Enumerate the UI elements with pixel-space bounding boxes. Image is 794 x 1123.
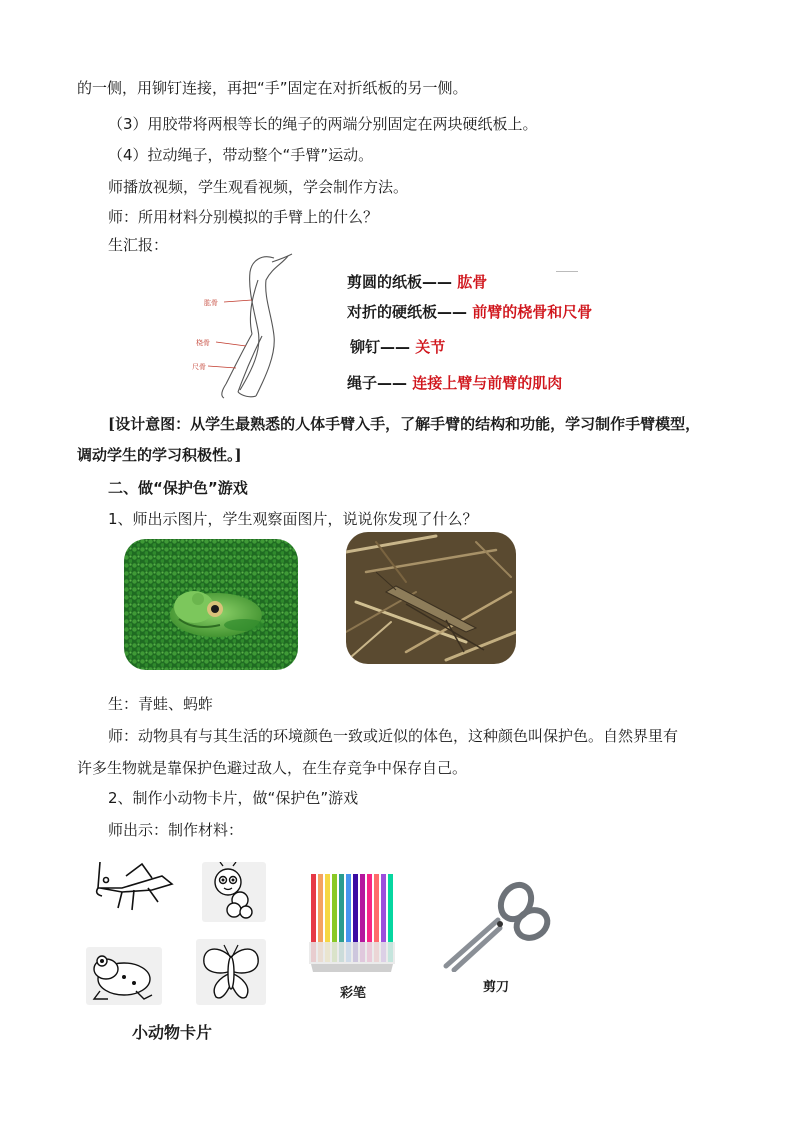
student-answer: 生：青蛙、蚂蚱 [108,695,214,713]
mapping-material: 铆钉—— [350,338,411,356]
grasshopper-photo [346,532,516,664]
animal-cards-caption: 小动物卡片 [132,1023,213,1042]
frog-image [124,539,298,670]
paragraph-text: 许多生物就是靠保护色避过敌人，在生存竞争中保存自己。 [77,759,468,777]
paragraph-text: 师：动物具有与其生活的环境颜色一致或近似的体色，这种颜色叫保护色。自然界里有 [108,727,679,745]
frog-drawing [86,947,162,1005]
butterfly-drawing [196,939,266,1005]
paragraph-text: 师播放视频，学生观看视频，学会制作方法。 [108,178,409,196]
mapping-part: 肱骨 [457,273,488,291]
grasshopper-card [92,858,178,914]
student-report-label: 生汇报： [108,236,169,254]
humerus-sketch-label: 肱骨 [204,299,218,307]
divider [556,271,578,272]
design-intent-note: 调动学生的学习积极性。] [77,446,242,464]
frog-photo [124,539,298,670]
frog-card [86,947,162,1005]
mapping-part: 前臂的桡骨和尺骨 [472,303,593,321]
scissors-caption: 剪刀 [483,980,510,995]
caterpillar-drawing [202,862,266,922]
arm-sketch-image [192,250,304,400]
section-heading: 二、做“保护色”游戏 [108,479,248,497]
mapping-part: 连接上臂与前臂的肌肉 [412,374,563,392]
mapping-row [347,301,592,322]
grasshopper-image [346,532,516,664]
radius-sketch-label: 桡骨 [196,339,210,347]
paragraph-text: 2、制作小动物卡片，做“保护色”游戏 [108,789,359,807]
butterfly-card [196,939,266,1005]
teacher-question: 师：所用材料分别模拟的手臂上的什么？ [108,208,379,226]
paragraph-text: 师出示：制作材料： [108,821,244,839]
paragraph-text: 1、师出示图片，学生观察面图片，说说你发现了什么？ [108,510,478,528]
mapping-row [350,336,445,357]
mapping-row [347,372,562,393]
step-4-text: （4）拉动绳子，带动整个“手臂”运动。 [108,146,374,164]
paragraph-text: 的一侧，用铆钉连接，再把“手”固定在对折纸板的另一侧。 [77,79,468,97]
mapping-material: 对折的硬纸板—— [347,303,468,321]
step-3-text: （3）用胶带将两根等长的绳子的两端分别固定在两块硬纸板上。 [108,115,538,133]
mapping-material: 剪圆的纸板—— [347,273,453,291]
ulna-sketch-label: 尺骨 [192,363,206,371]
mapping-part: 关节 [415,338,446,356]
color-pens-image [307,870,401,974]
design-intent-note: [设计意图：从学生最熟悉的人体手臂入手，了解手臂的结构和功能，学习制作手臂模型， [108,415,701,433]
caterpillar-card [202,862,266,922]
color-pens-caption: 彩笔 [340,986,367,1001]
scissors-image [440,878,552,972]
mapping-material: 绳子—— [347,374,408,392]
mapping-row [347,271,487,292]
